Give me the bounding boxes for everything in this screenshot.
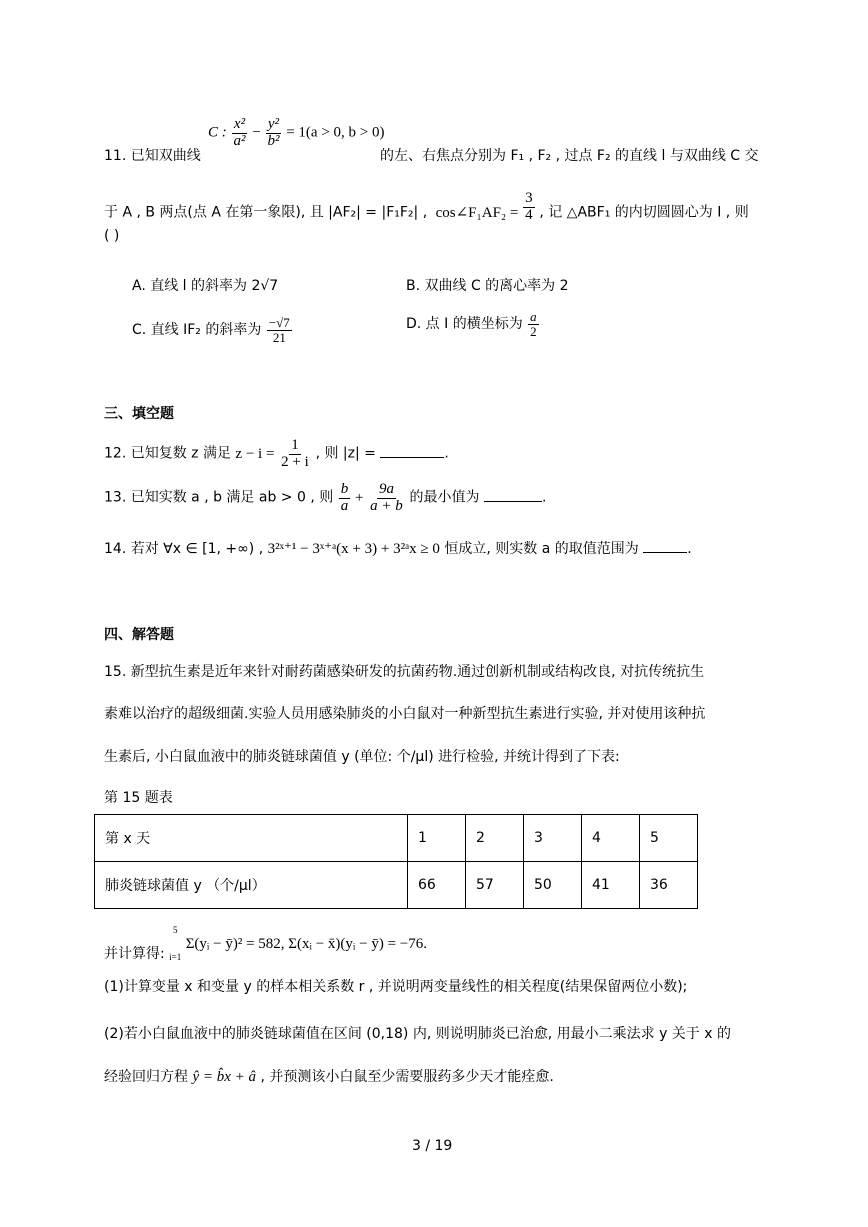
q15-line3: 生素后, 小白鼠血液中的肺炎链球菌值 y (单位: 个/μl) 进行检验, 并统计得到了下表: [104, 749, 620, 765]
q15-sum-formula: Σ(yᵢ − ȳ)² = 582, Σ(xᵢ − x̄)(yᵢ − ȳ) = −76. [185, 936, 427, 952]
q13: 13. 已知实数 a , b 满足 ab > 0 , 则 $\frac{b}{a}$ + $\frac{9a}{a + b}$ 的最小值为 . [104, 481, 547, 514]
q15-line1: 15. 新型抗生素是近年来针对耐药菌感染研发的抗菌药物.通过创新机制或结构改良, 对抗传统抗生 [104, 664, 705, 680]
q15-part2b: 经验回归方程 ŷ = b̂x + â , 并预测该小白鼠至少需要服药多少天才能痊愈. [104, 1069, 554, 1085]
q11-line2: 于 A , B 两点(点 A 在第一象限), 且 |AF₂| = |F₁F₂| , cos∠F₁AF₂ = $\frac{3}{4}$ , 记 △ABF₁ 的内切圆圆心为 I , 则 [104, 190, 749, 223]
regression-formula: ŷ = b̂x + â [192, 1069, 257, 1085]
curve-y-fraction: $\frac{\text{y²}}{\text{b²}}$ [267, 116, 280, 149]
curve-c-label: C : [208, 124, 227, 141]
sum-limits: 5 i=1 [169, 925, 182, 962]
table-cell: 41 [582, 862, 640, 909]
q15-data-table [94, 814, 698, 909]
table-row [95, 815, 698, 862]
table-row-label: 肺炎链球菌值 y （个/μl） [95, 862, 408, 909]
page-number: 3 / 19 [412, 1138, 453, 1154]
table-cell: 1 [408, 815, 466, 862]
q15-table-caption: 第 15 题表 [104, 790, 173, 806]
q15-calc: 并计算得: 5 i=1 Σ(yᵢ − ȳ)² = 582, Σ(xᵢ − x̄)(yᵢ − ȳ) = −76. [104, 925, 427, 962]
q11-prefix: 11. 已知双曲线 [104, 148, 201, 164]
q13-answer-blank[interactable] [484, 501, 542, 502]
option-d-fraction: $\frac{a}{2}$ [530, 309, 537, 339]
option-c-fraction: $\frac{-√7}{21}$ [268, 315, 290, 345]
q12: 12. 已知复数 z 满足 z − i = $\frac{1}{2 + i}$ , 则 |z| = . [104, 437, 449, 470]
q11-answer-paren: ( ) [104, 228, 120, 244]
cos-fraction: $\frac{3}{4}$ [525, 190, 533, 223]
q11-option-c: C. 直线 IF₂ 的斜率为 $\frac{-√7}{21}$ [132, 315, 290, 345]
section-4-title: 四、解答题 [104, 627, 174, 643]
table-cell: 66 [408, 862, 466, 909]
q11-option-b: B. 双曲线 C 的离心率为 2 [406, 278, 569, 294]
q11-line1-rest: 的左、右焦点分别为 F₁ , F₂ , 过点 F₂ 的直线 l 与双曲线 C 交 [380, 148, 759, 164]
q14-answer-blank[interactable] [643, 552, 687, 553]
q14: 14. 若对 ∀x ∈ [1, +∞) , 3²ˣ⁺¹ − 3ˣ⁺ᵃ(x + 3) + 3²ᵃx ≥ 0 恒成立, 则实数 a 的取值范围为 . [104, 541, 692, 557]
table-cell: 3 [524, 815, 582, 862]
q11-option-d: D. 点 I 的横坐标为 $\frac{a}{2}$ [406, 309, 537, 339]
q15-part2: (2)若小白鼠血液中的肺炎链球菌值在区间 (0,18) 内, 则说明肺炎已治愈, 用最小二乘法求 y 关于 x 的 [104, 1026, 731, 1042]
table-row [95, 862, 698, 909]
q11-option-a: A. 直线 l 的斜率为 2√7 [132, 278, 279, 294]
q11-line1 [104, 145, 201, 165]
table-cell: 36 [640, 862, 698, 909]
q12-formula: z − i = $\frac{1}{2 + i}$ [235, 437, 309, 470]
curve-x-fraction: $\frac{\text{x²}}{\text{a²}}$ [233, 116, 246, 149]
q11-curve-formula: C : $\frac{\text{x²}}{\text{a²}}$ − $\frac{\text{y²}}{\text{b²}}$ = 1(a > 0, b > 0) [208, 116, 385, 149]
table-cell: 2 [466, 815, 524, 862]
q15-part1: (1)计算变量 x 和变量 y 的样本相关系数 r , 并说明两变量线性的相关程度(结果保留两位小数); [104, 979, 688, 995]
section-3-title: 三、填空题 [104, 406, 174, 422]
table-cell: 57 [466, 862, 524, 909]
q15-line2: 素难以治疗的超级细菌.实验人员用感染肺炎的小白鼠对一种新型抗生素进行实验, 并对使用该种抗 [104, 706, 706, 722]
table-header-label: 第 x 天 [95, 815, 408, 862]
q14-formula: 3²ˣ⁺¹ − 3ˣ⁺ᵃ(x + 3) + 3²ᵃx ≥ 0 [267, 541, 440, 557]
q12-answer-blank[interactable] [380, 457, 444, 458]
table-cell: 5 [640, 815, 698, 862]
table-cell: 50 [524, 862, 582, 909]
q13-formula: $\frac{b}{a}$ + $\frac{9a}{a + b}$ [340, 481, 403, 514]
table-cell: 4 [582, 815, 640, 862]
cos-formula: cos∠F₁AF₂ = $\frac{3}{4}$ [435, 190, 533, 223]
